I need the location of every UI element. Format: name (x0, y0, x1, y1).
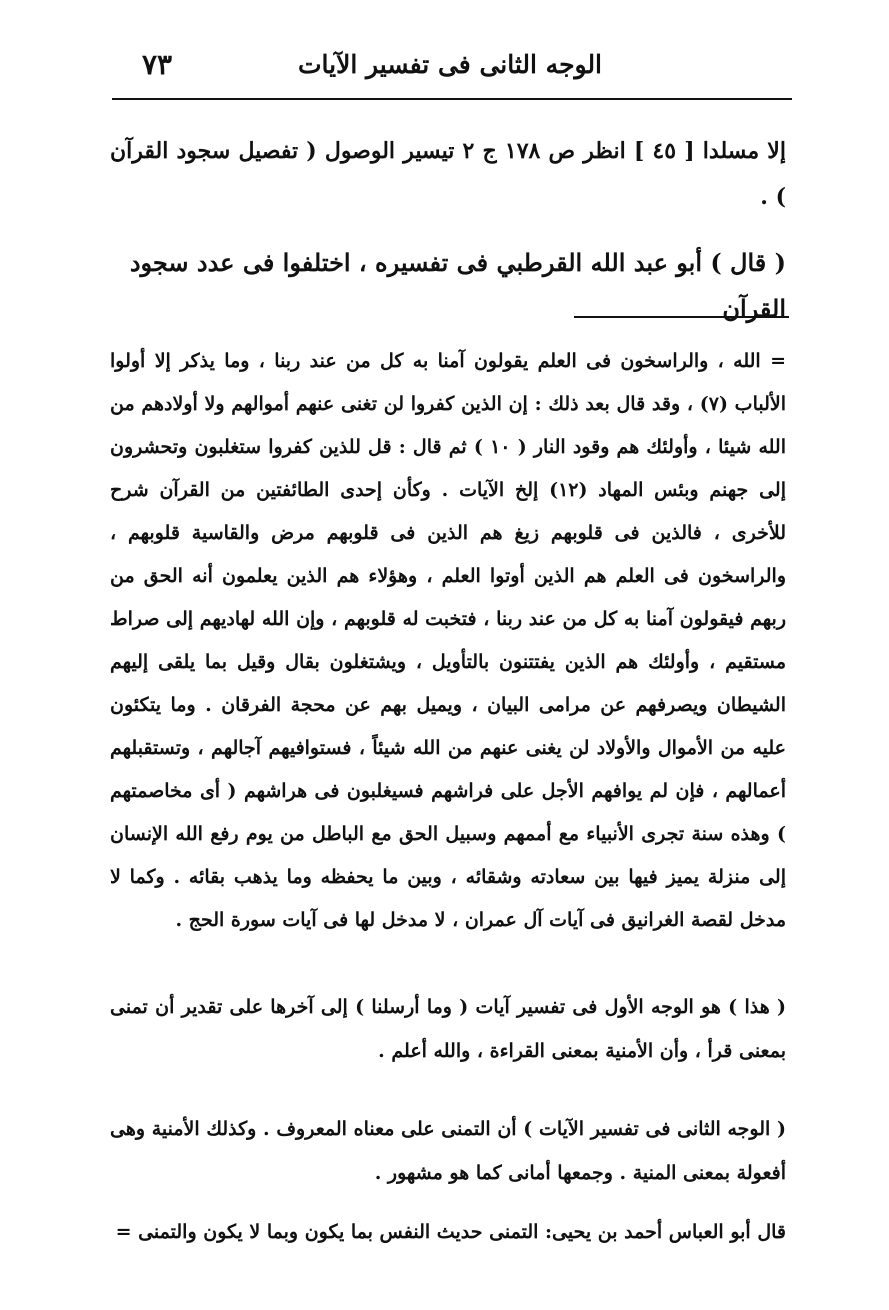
paragraph-abu-al-abbas: قال أبو العباس أحمد بن يحيى: التمنى حديث النفس بما يكون وبما لا يكون والتمنى = (115, 1221, 786, 1243)
upper-paragraph: إلا مسلدا [ ٤٥ ] انظر ص ١٧٨ ج ٢ تيسير الوصول ( تفصيل سجود القرآن ) . (110, 138, 786, 210)
footnote-rule (574, 316, 789, 318)
footnote-continuation (110, 340, 786, 942)
page-header (112, 40, 788, 90)
paragraph-first-interpretation: ( هذا ) هو الوجه الأول فى تفسير آيات ( وما أرسلنا ) إلى آخرها على تقدير أن تمنى بمعنى قرأ ، وأن الأمنية بمعنى القراءة ، والله أعلم . (110, 996, 786, 1062)
footnote-paragraph: = الله ، والراسخون فى العلم يقولون آمنا به كل من عند ربنا ، وما يذكر إلا أولوا الألباب (٧) ، وقد قال بعد ذلك : إن الذين كفروا لن تغنى عنهم أموالهم ولا أولادهم من الله شيئا ، وأولئك هم وقود النار ( ١٠ ) ثم قال : قل للذين كفروا ستغلبون وتحشرون إلى جهنم وبئس المهاد (١٢) إلخ الآيات . وكأن إحدى الطائفتين من القرآن شرح للأخرى ، فالذين فى قلوبهم زيغ هم الذين فى قلوبهم مرض والقاسية قلوبهم ، والراسخون فى العلم هم الذين أوتوا العلم ، وهؤلاء هم الذين يعلمون أنه الحق من ربهم فيقولون آمنا به كل من عند ربنا ، فتخبت له قلوبهم ، وإن الله لهاديهم إلى صراط مستقيم ، وأولئك هم الذين يفتتنون بالتأويل ، ويشتغلون بقال وقيل بما يلقى إليهم الشيطان ويصرفهم عن مرامى البيان ، ويميل بهم عن محجة الفرقان . وما يتكئون عليه من الأموال والأولاد لن يغنى عنهم من الله شيئاً ، فستوافيهم آجالهم ، وتستقبلهم أعمالهم ، فإن لم يوافهم الأجل على فراشهم فسيغلبون فى هراشهم ( أى مخاصمتهم ) وهذه سنة تجرى الأنبياء مع أممهم وسبيل الحق مع الباطل من يوم رفع الله الإنسان إلى منزلة يميز فيها بين سعادته وشقائه ، وبين ما يحفظه وما يذهب بقائه . وكما لا مدخل لقصة الغرانيق فى آيات آل عمران ، لا مدخل لها فى آيات سورة الحج . (110, 350, 787, 931)
page-number: ٧٣ (142, 48, 173, 81)
paragraph-second-interpretation: ( الوجه الثانى فى تفسير الآيات ) أن التمنى على معناه المعروف . وكذلك الأمنية وهى أفعولة بمعنى المنية . وجمعها أمانى كما هو مشهور . (110, 1118, 786, 1184)
running-title: الوجه الثانى فى تفسير الآيات (297, 50, 603, 79)
quote-line: ( قال ) أبو عبد الله القرطبي فى تفسيره ، اختلفوا فى عدد سجود القرآن (129, 248, 786, 323)
header-rule (112, 98, 792, 100)
